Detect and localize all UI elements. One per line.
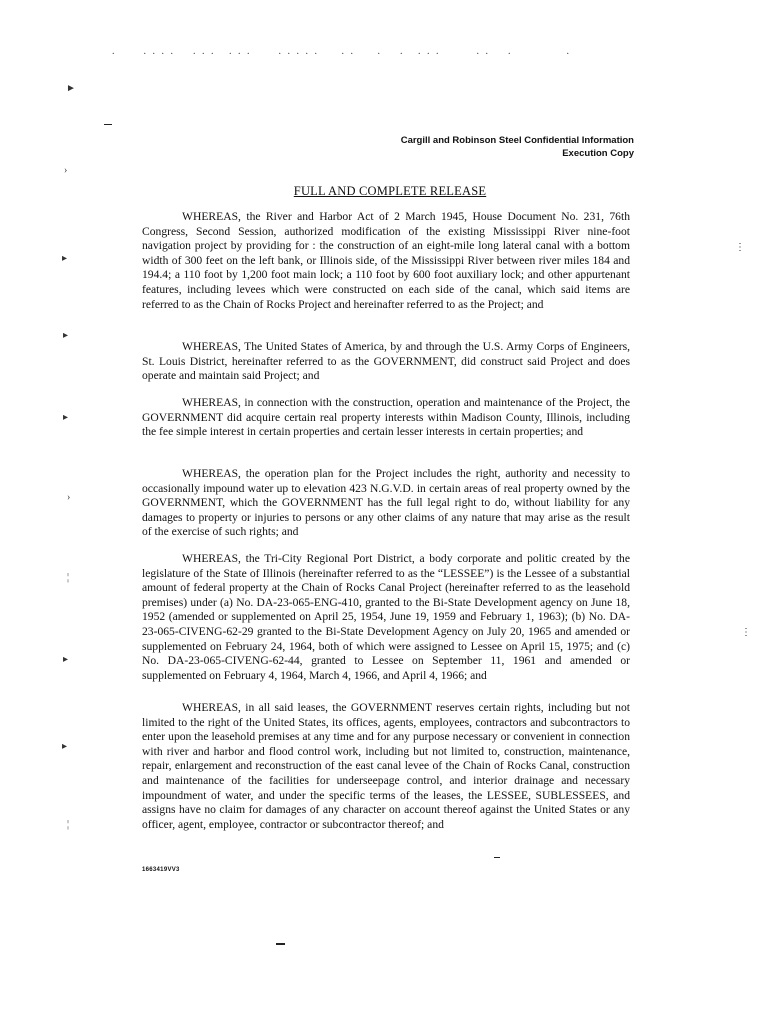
document-code: 1663419VV3 xyxy=(142,867,180,873)
margin-mark: ▸ xyxy=(62,253,68,264)
paragraph-text: WHEREAS, in connection with the construction, operation and maintenance of the Project, the GOVERNMENT did acquire certain real property interests within Madison County, Illinois, including the fee simple interest in certain properties and certain lesser interests in certain properties; and xyxy=(142,396,630,439)
header-line-1: Cargill and Robinson Steel Confidential Information xyxy=(400,135,634,146)
margin-mark: ⋮ xyxy=(735,242,745,253)
margin-mark: › xyxy=(64,165,68,176)
paragraph-text: WHEREAS, the Tri-City Regional Port District, a body corporate and politic created by the legislature of the State of Illinois (hereinafter referred to as the “LESSEE”) is the Lessee of a substantial amount of federal property at the Chain of Rocks Canal Project (hereinafter referred to as the leasehold premises) under (a) No. DA-23-065-ENG-410, granted to the Bi-State Development agency on June 18, 1952 (amended or supplemented on April 25, 1954, June 19, 1959 and February 1, 1963); (b) No. DA-23-065-CIVENG-62-29 granted to the Bi-State Development Agency on July 20, 1965 and amended or supplemented on February 24, 1964, both of which were assigned to Lessee on April 15, 1975; and (c) No. DA-23-065-CIVENG-62-44, granted to Lessee on September 11, 1961 and amended or supplemented on February 4, 1964, March 4, 1966, and April 4, 1966; and xyxy=(142,552,630,682)
margin-mark: ¦ xyxy=(67,572,70,583)
scan-dash xyxy=(276,943,285,945)
paragraph-2 xyxy=(142,340,630,384)
margin-dash xyxy=(104,124,112,125)
margin-mark: ¦ xyxy=(67,819,70,830)
margin-mark: ▸ xyxy=(63,654,69,665)
paragraph-4 xyxy=(142,467,630,540)
margin-mark: › xyxy=(67,492,71,503)
paragraph-5 xyxy=(142,552,630,683)
paragraph-text: WHEREAS, the River and Harbor Act of 2 March 1945, House Document No. 231, 76th Congress, Second Session, authorized modification of the existing Mississippi River nine-foot navigation project by providing for : the construction of an eight-mile long lateral canal with a bottom width of 300 feet on the left bank, or Illinois side, of the Mississippi River between river miles 184 and 194.4; a 110 foot by 1,200 foot main lock; a 110 foot by 600 foot auxiliary lock; and other appurtenant features, including levees which were constructed on each side of the canal, which said items are referred to as the Chain of Rocks Project and hereinafter referred to as the Project; and xyxy=(142,210,630,311)
header-line-2: Execution Copy xyxy=(562,148,634,159)
scan-noise-top: . . . . . . . . . . . . . . . . . . . . . . . . . . . xyxy=(112,46,571,57)
document-title: FULL AND COMPLETE RELEASE xyxy=(293,184,487,198)
margin-mark: ► xyxy=(66,83,76,94)
margin-mark: ▸ xyxy=(63,330,69,341)
margin-mark: ▸ xyxy=(63,412,69,423)
margin-mark: ⋮ xyxy=(741,627,751,638)
confidentiality-header xyxy=(401,134,634,160)
paragraph-3 xyxy=(142,396,630,440)
paragraph-text: WHEREAS, the operation plan for the Project includes the right, authority and necessity to occasionally impound water up to elevation 423 N.G.V.D. in certain areas of real property owned by the GOVERNMENT, which the GOVERNMENT has the full legal right to do, without liability for any damages to property or injuries to persons or any other claims of any nature that may arise as the result of the exercise of such rights; and xyxy=(142,467,630,539)
paragraph-text: WHEREAS, The United States of America, by and through the U.S. Army Corps of Engineers, St. Louis District, hereinafter referred to as the GOVERNMENT, did construct said Project and does operate and maintain said Project; and xyxy=(142,340,630,383)
scan-dash xyxy=(494,857,500,858)
paragraph-text: WHEREAS, in all said leases, the GOVERNMENT reserves certain rights, including but not limited to the right of the United States, its offices, agents, employees, contractors and subcontractors to enter upon the leasehold premises at any time and for any purpose necessary or convenient in connection with river and harbor and flood control work, including but not limited to, construction, maintenance, repair, enlargement and reconstruction of the east canal levee of the Chain of Rocks Canal, construction and maintenance of the facilities for underseepage control, and interior drainage and necessary impoundment of water, and under the specific terms of the leases, the LESSEE, SUBLESSEES, and assigns have no claim for damages of any character on account thereof against the United States or any officer, agent, employee, contractor or subcontractor thereof; and xyxy=(142,701,630,831)
paragraph-1 xyxy=(142,210,630,312)
margin-mark: ▸ xyxy=(62,741,68,752)
paragraph-6 xyxy=(142,701,630,832)
